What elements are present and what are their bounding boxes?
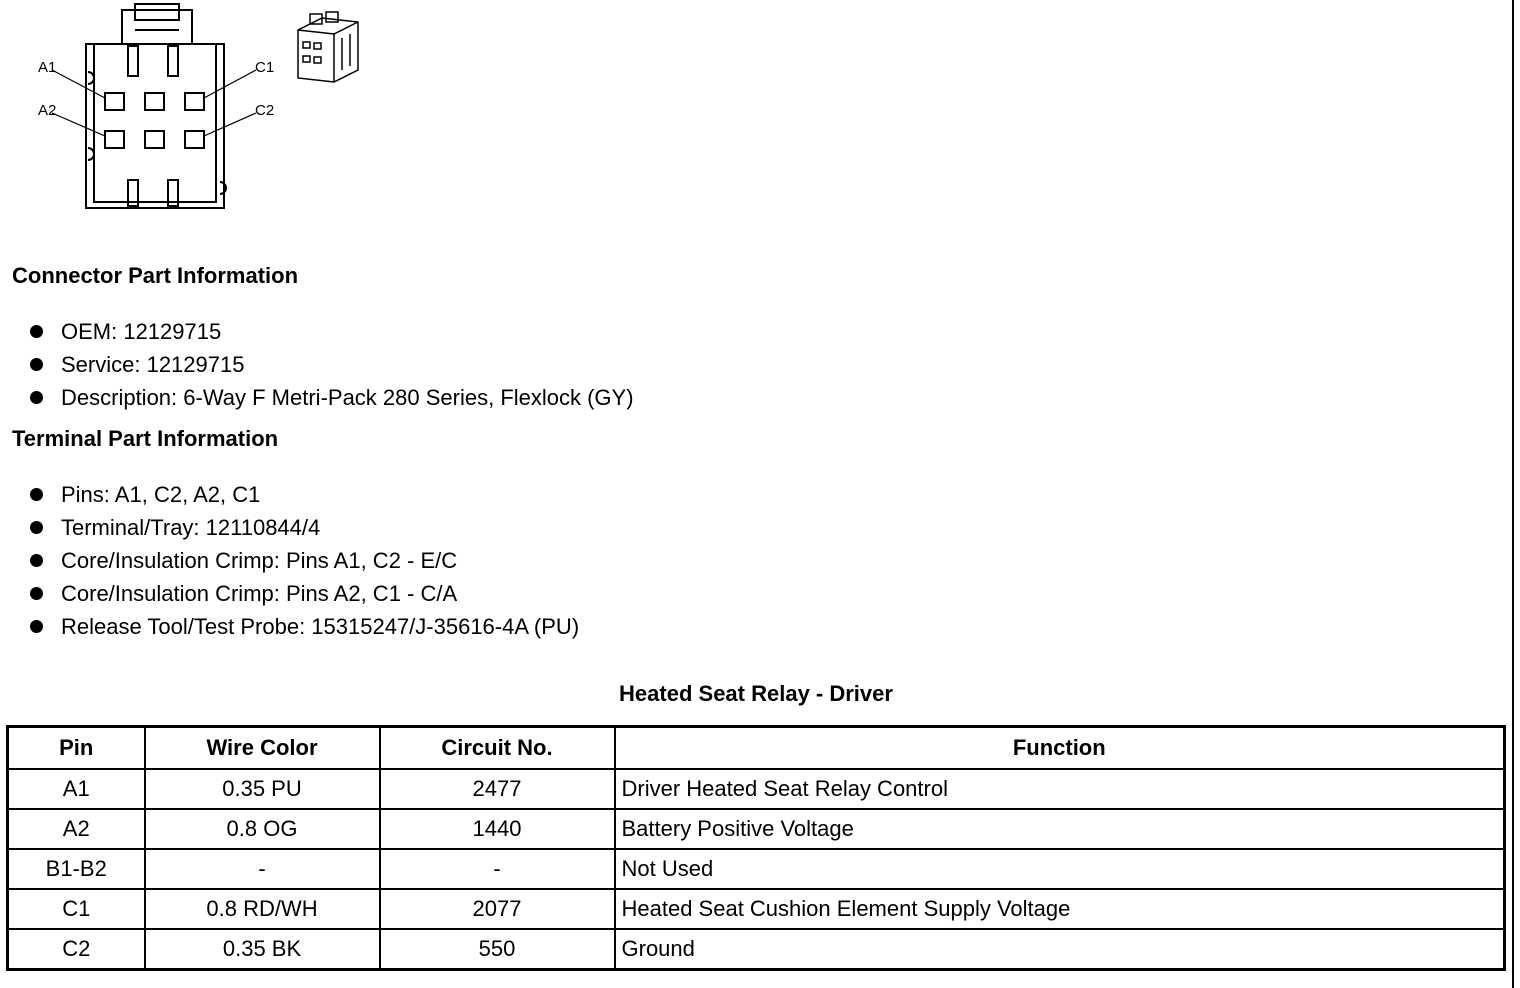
cell-wire-color: 0.35 BK: [145, 929, 380, 970]
table-row: [8, 889, 1505, 929]
pinout-table: [6, 725, 1506, 971]
pin-label-c1: C1: [255, 59, 275, 76]
list-item: Pins: A1, C2, A2, C1: [28, 478, 579, 511]
column-header-circuit-no: Circuit No.: [380, 727, 615, 770]
pin-label-a2: A2: [38, 102, 57, 119]
connector-diagram: [30, 0, 370, 215]
pin-label-c2: C2: [255, 102, 275, 119]
cell-function: Not Used: [615, 849, 1505, 889]
cell-circuit-no: 1440: [380, 809, 615, 849]
cell-circuit-no: 2077: [380, 889, 615, 929]
table-header-row: [8, 727, 1505, 770]
cell-function: Battery Positive Voltage: [615, 809, 1505, 849]
column-header-wire-color: Wire Color: [145, 727, 380, 770]
cell-circuit-no: 2477: [380, 769, 615, 809]
connector-thumbnail: [298, 12, 358, 82]
cell-pin: B1-B2: [8, 849, 145, 889]
cell-pin: C1: [8, 889, 145, 929]
cell-wire-color: -: [145, 849, 380, 889]
column-header-function: Function: [615, 727, 1505, 770]
cell-function: Ground: [615, 929, 1505, 970]
list-item: Description: 6-Way F Metri-Pack 280 Series, Flexlock (GY): [28, 381, 634, 414]
connector-section-title: Connector Part Information: [12, 263, 299, 288]
column-header-pin: Pin: [8, 727, 145, 770]
table-row: [8, 769, 1505, 809]
list-item: Core/Insulation Crimp: Pins A2, C1 - C/A: [28, 577, 579, 610]
cell-circuit-no: -: [380, 849, 615, 889]
terminal-info-list: [28, 478, 579, 643]
list-item: OEM: 12129715: [28, 315, 634, 348]
cell-wire-color: 0.8 RD/WH: [145, 889, 380, 929]
list-item: Core/Insulation Crimp: Pins A1, C2 - E/C: [28, 544, 579, 577]
page-border: [1512, 0, 1514, 988]
cell-wire-color: 0.8 OG: [145, 809, 380, 849]
table-row: [8, 849, 1505, 889]
connector-info-list: [28, 315, 634, 414]
table-row: [8, 929, 1505, 970]
terminal-section-title: Terminal Part Information: [12, 426, 279, 451]
cell-pin: A2: [8, 809, 145, 849]
cell-wire-color: 0.35 PU: [145, 769, 380, 809]
table-row: [8, 809, 1505, 849]
cell-function: Heated Seat Cushion Element Supply Voltage: [615, 889, 1505, 929]
cell-circuit-no: 550: [380, 929, 615, 970]
list-item: Release Tool/Test Probe: 15315247/J-35616-4A (PU): [28, 610, 579, 643]
table-title: Heated Seat Relay - Driver: [619, 681, 893, 706]
list-item: Service: 12129715: [28, 348, 634, 381]
cell-function: Driver Heated Seat Relay Control: [615, 769, 1505, 809]
cell-pin: A1: [8, 769, 145, 809]
pin-label-a1: A1: [38, 59, 57, 76]
list-item: Terminal/Tray: 12110844/4: [28, 511, 579, 544]
cell-pin: C2: [8, 929, 145, 970]
